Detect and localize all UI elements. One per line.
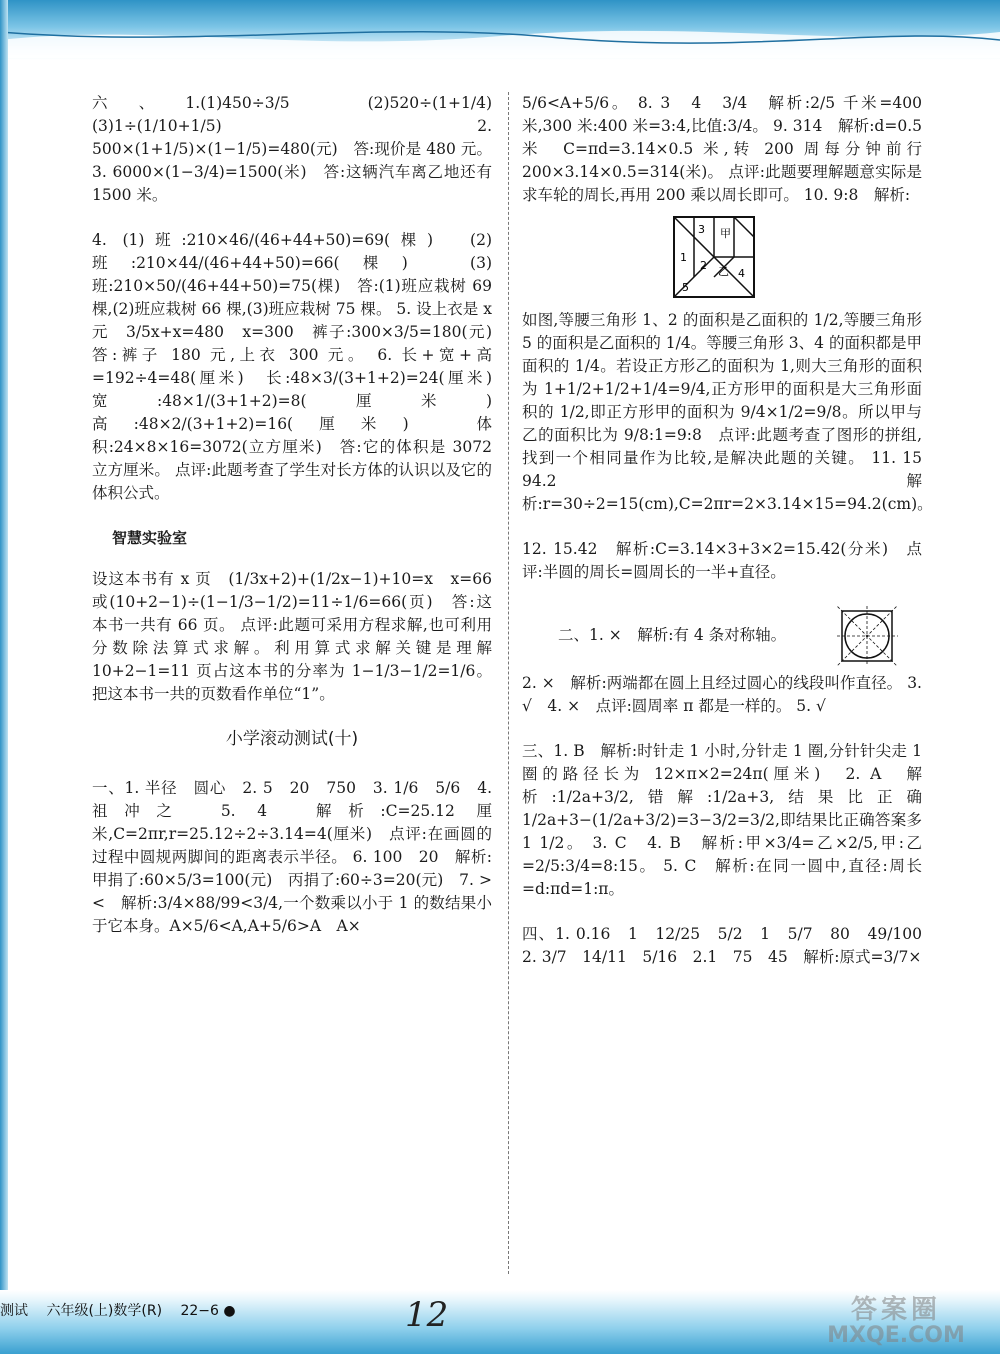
left-column <box>92 92 508 960</box>
fig-label-2: 2 <box>700 259 707 272</box>
part2-answer1: 二、1. × 解析:有 4 条对称轴。 <box>558 626 787 644</box>
answer-part6: 六、1.(1)450÷3/5 (2)520÷(1+1/4) (3)1÷(1/10+1/5) 2. 500×(1+1/5)×(1−1/5)=480(元) 答:现价是 480 元。 3. 6000×(1−3/4)=1500(米) 答:这辆汽车离乙地还有 1500 米。 <box>92 94 508 204</box>
footer-code: 22−6 ● <box>180 1303 236 1319</box>
footer-test-label: 测试 <box>0 1303 28 1319</box>
answers-8-10: 5/6<A+5/6。 8. 3 4 3/4 解析:2/5 千米=400 米,300 米:400 米=3:4,比值:3/4。 9. 314 解析:d=0.5 米 C=πd=3.14×0.5 米,转 200 周每分钟前行 200×3.14×0.5=314(米)。 点评:此题要理解题意实际是求车轮的周长,再用 200 乘以周长即可。 10. 9:8 解析: <box>522 94 922 204</box>
part3-answers: 三、1. B 解析:时针走 1 小时,分针走 1 圈,分针针尖走 1 圈的路径长为 12×π×2=24π(厘米) 2. A 解析:1/2a+3/2,错解:1/2a+3,结果比正确 1/2a+3−(1/2a+3/2)=3−3/2=3/2,即结果比正确答案多 1 1/2。 3. C 4. B 解析:甲×3/4=乙×2/5,甲:乙=2/5:3/4=8:15。 5. C 解析:在同一圆中,直径:周长=d:πd=1:π。 <box>522 742 922 898</box>
left-border-strip <box>0 0 8 1354</box>
watermark-bottom: MXQE.COM <box>827 1323 965 1348</box>
circle-in-square-figure <box>832 606 906 666</box>
fig-label-3: 3 <box>698 223 705 236</box>
right-column <box>522 92 938 991</box>
part2-answers: 2. × 解析:两端都在圆上且经过圆心的线段叫作直径。 3. √ 4. × 点评:圆周率 π 都是一样的。 5. √ <box>522 674 922 715</box>
watermark-top: 答案圈 <box>850 1295 941 1325</box>
answer-part6-continued: 4. (1)班:210×46/(46+44+50)=69(棵) (2)班:210×44/(46+44+50)=66(棵) (3)班:210×50/(46+44+50)=75(棵) 答:(1)班应栽树 69 棵,(2)班应栽树 66 棵,(3)班应栽树 75 棵。 5. 设上衣是 x 元 3/5x+x=480 x=300 裤子:300×3/5=180(元) 答:裤子 180 元,上衣 300 元。 6. 长+宽+高=192÷4=48(厘米) 长:48×3/(3+1+2)=24(厘米) 宽:48×1/(3+1+2)=8(厘米) 高:48×2/(3+1+2)=16(厘米) 体积:24×8×16=3072(立方厘米) 答:它的体积是 3072 立方厘米。 点评:此题考查了学生对长方体的认识以及它的体积公式。 <box>92 231 508 502</box>
fig-label-5: 5 <box>682 281 689 294</box>
watermark-logo <box>800 1296 992 1350</box>
answers-10-11: 如图,等腰三角形 1、2 的面积是乙面积的 1/2,等腰三角形 5 的面积是乙面积的 1/4。等腰三角形 3、4 的面积都是甲面积的 1/4。若设正方形乙的面积为 1,则大三角形的面积为 1+1/2+1/2+1/4=9/4,正方形甲的面积是大三角形面积的 1/2,即正方形甲的面积为 9/4×1/2=9/8。所以甲与乙的面积比为 9/8:1=9:8 点评:此题考查了图形的拼组,找到一个相同量作为比较,是解决此题的关键。 11. 15 94.2 解析:r=30÷2=15(cm),C=2πr=2×3.14×15=94.2(cm)。 <box>522 311 938 513</box>
handwritten-page-number: 12 <box>405 1295 449 1335</box>
part2-first-row <box>522 606 922 666</box>
footer <box>0 1300 250 1324</box>
test-part1: 一、1. 半径 圆心 2. 5 20 750 3. 1/6 5/6 4. 祖冲之 5. 4 解析:C=25.12 厘米,C=2πr,r=25.12÷2÷3.14=4(厘米) 点评:在画圆的过程中圆规两脚间的距离表示半径。 6. 100 20 解析:甲捐了:60×5/3=100(元) 丙捐了:60÷3=20(元) 7. > < 解析:3/4×88/99<3/4,一个数乘以小于 1 的数结果小于它本身。A×5/6<A,A+5/6>A A× <box>92 779 508 935</box>
square-puzzle-figure <box>672 215 756 299</box>
fig-label-1: 1 <box>680 251 687 264</box>
part4-answers: 四、1. 0.16 1 12/25 5/2 1 5/7 80 49/100 2. 3/7 14/11 5/16 2.1 75 45 解析:原式=3/7× <box>522 925 938 966</box>
fig-label-jia: 甲 <box>720 227 731 240</box>
section-title: 小学滚动测试(十) <box>225 729 359 749</box>
top-banner <box>0 0 1000 60</box>
fig-label-4: 4 <box>738 267 745 280</box>
column-divider <box>508 92 510 1274</box>
footer-grade-subject: 六年级(上)数学(R) <box>46 1303 163 1319</box>
banner-wave <box>0 18 1000 58</box>
answer-12: 12. 15.42 解析:C=3.14×3+3×2=15.42(分米) 点评:半圆的周长=圆周长的一半+直径。 <box>522 540 922 581</box>
lab-answer: 设这本书有 x 页 (1/3x+2)+(1/2x−1)+10=x x=66 或(10+2−1)÷(1−1/3−1/2)=11÷1/6=66(页) 答:这本书一共有 66 页。 点评:此题可采用方程求解,也可利用分数除法算式求解。利用算式求解关键是理解 10+2−1=11 页占这本书的分率为 1−1/3−1/2=1/6。把这本书一共的页数看作单位“1”。 <box>92 570 492 703</box>
lab-heading: 智慧实验室 <box>112 529 188 547</box>
fig-label-yi: 乙 <box>718 265 729 278</box>
